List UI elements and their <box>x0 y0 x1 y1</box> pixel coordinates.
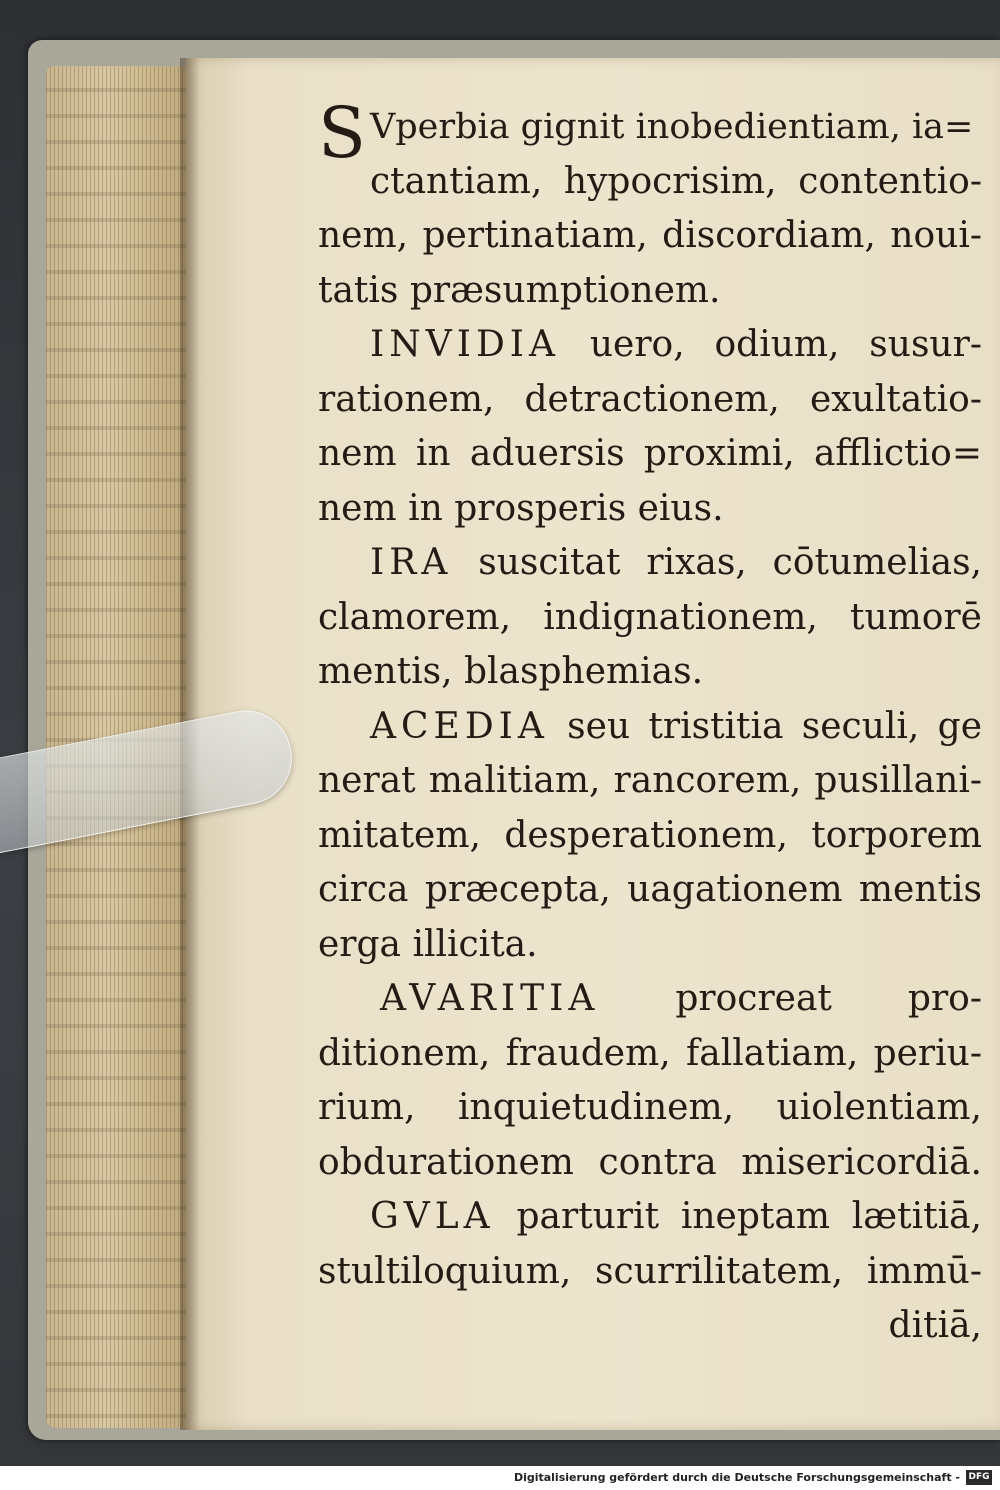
text-line: clamorem, indignationem, tumorē <box>318 596 982 638</box>
section-heading-acedia: ACEDIA <box>370 705 549 747</box>
section-heading-invidia: INVIDIA <box>370 324 561 365</box>
text-line: ctantiam, hypocrisim, contentio- <box>369 160 982 202</box>
text-line <box>318 92 982 174</box>
funding-credit: Digitalisierung gefördert durch die Deutsche Forschungsgemeinschaft - <box>513 1471 960 1484</box>
line-text: suscitat rixas, cōtumelias, <box>452 542 982 583</box>
drop-cap: S <box>318 92 366 174</box>
text-line: stultiloquium, scurrilitatem, immū- <box>318 1250 982 1292</box>
text-line: rium, inquietudinem, uiolentiam, <box>318 1087 982 1128</box>
line-text: seu tristitia seculi, ge <box>548 705 982 747</box>
text-line: mentis, blasphemias. <box>318 651 704 692</box>
text-line: nem in aduersis proximi, afflictio= <box>318 433 982 474</box>
section-heading-avaritia: AVARITIA <box>380 978 600 1019</box>
line-text: procreat pro- <box>599 978 982 1019</box>
line-text: uero, odium, susur- <box>560 324 982 365</box>
text-line: nem in prosperis eius. <box>318 487 724 529</box>
footer-bar <box>0 1466 1000 1490</box>
line-text: parturit ineptam lætitiā, <box>494 1196 982 1237</box>
text-line: mitatem, desperationem, torporem <box>318 814 982 856</box>
text-line: nem, pertinatiam, discordiam, noui- <box>318 215 982 256</box>
text-line: rationem, detractionem, exultatio- <box>318 378 982 420</box>
section-heading-ira: IRA <box>370 542 453 583</box>
text-line: ditionem, fraudem, fallatiam, periu- <box>318 1032 982 1074</box>
text-line <box>318 972 982 1027</box>
catchword: ditiā, <box>888 1305 982 1346</box>
text-line <box>318 536 982 591</box>
line-text: Vperbia gignit inobedientiam, ia= <box>369 107 974 147</box>
text-line: erga illicita. <box>318 923 538 965</box>
text-line <box>318 1190 982 1245</box>
text-line <box>318 318 982 373</box>
dfg-logo: DFG <box>966 1470 992 1485</box>
text-line: nerat malitiam, rancorem, pusillani- <box>318 760 982 801</box>
text-line: circa præcepta, uagationem mentis <box>318 869 982 910</box>
text-line <box>318 700 982 755</box>
page-text <box>318 92 982 1354</box>
text-line: tatis præsumptionem. <box>318 269 721 311</box>
section-heading-gula: GVLA <box>370 1196 495 1237</box>
text-line: obdurationem contra misericordiā. <box>318 1141 982 1183</box>
